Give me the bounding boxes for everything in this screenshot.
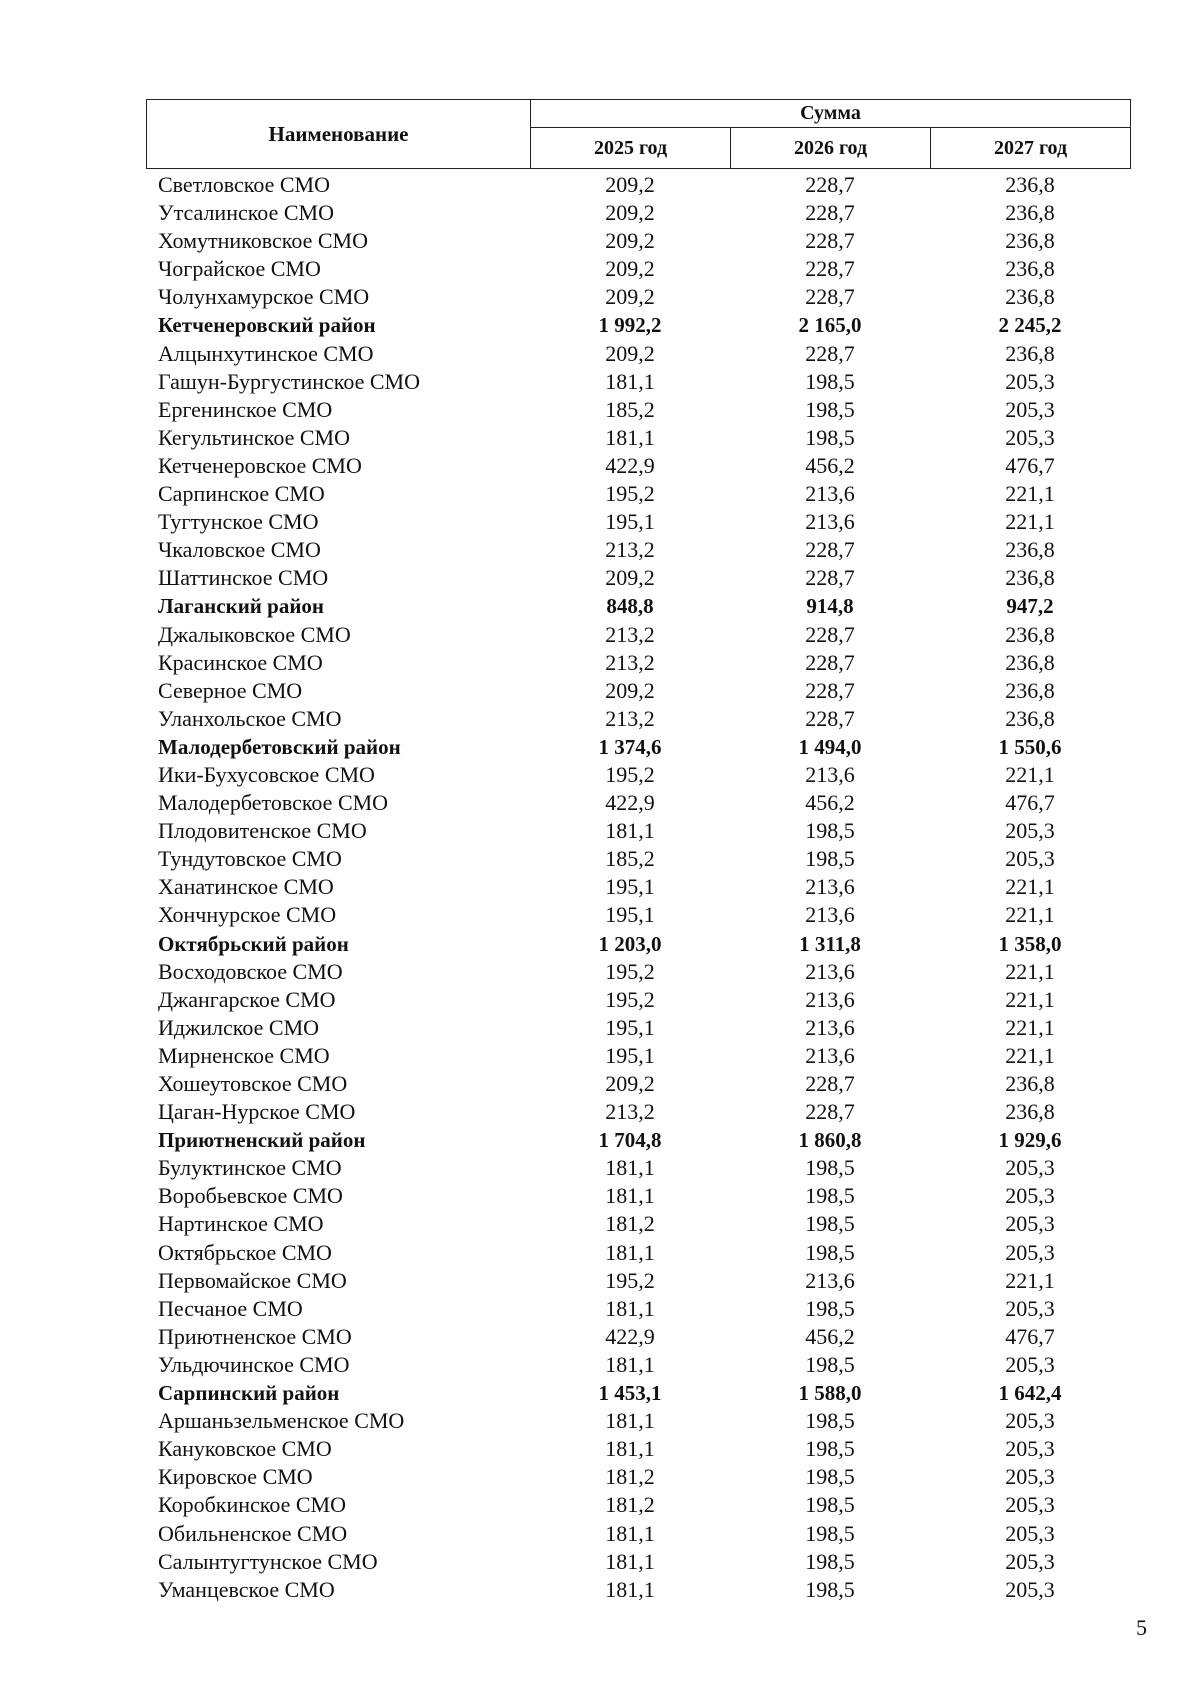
row-value-2026: 456,2	[805, 452, 855, 478]
table-row	[146, 1323, 1130, 1351]
table-row	[146, 958, 1130, 986]
row-value-2027: 236,8	[1005, 649, 1055, 675]
row-name: Кетченеровский район	[158, 313, 376, 338]
table-row-district	[146, 733, 1130, 761]
table-row	[146, 789, 1130, 817]
table-row	[146, 564, 1130, 592]
row-value-2027: 221,1	[1005, 761, 1055, 787]
table-row	[146, 1407, 1130, 1435]
row-value-2027: 205,3	[1005, 1211, 1055, 1237]
row-name: Воробьевское СМО	[158, 1183, 343, 1209]
row-value-2027: 221,1	[1005, 986, 1055, 1012]
row-value-2027: 205,3	[1005, 1239, 1055, 1265]
row-value-2025: 181,1	[605, 1576, 655, 1602]
row-value-2027: 221,1	[1005, 1267, 1055, 1293]
table-row	[146, 536, 1130, 564]
row-value-2025: 195,2	[605, 958, 655, 984]
row-value-2027: 205,3	[1005, 1492, 1055, 1518]
row-value-2026: 198,5	[805, 1351, 855, 1377]
row-value-2025: 185,2	[605, 846, 655, 872]
row-value-2026: 198,5	[805, 1295, 855, 1321]
row-value-2026: 456,2	[805, 1323, 855, 1349]
row-name: Гашун-Бургустинское СМО	[158, 368, 421, 394]
row-name: Хончнурское СМО	[158, 902, 337, 928]
table-row	[146, 677, 1130, 705]
row-value-2026: 228,7	[805, 565, 855, 591]
row-value-2025: 185,2	[605, 396, 655, 422]
row-value-2025: 209,2	[605, 1071, 655, 1096]
table-row	[146, 817, 1130, 845]
page-number: 5	[1136, 1615, 1147, 1640]
row-value-2025: 195,2	[605, 1267, 655, 1293]
row-name: Утсалинское СМО	[158, 200, 334, 226]
row-name: Светловское СМО	[158, 172, 330, 197]
row-name: Алцынхутинское СМО	[158, 340, 374, 366]
row-value-2026: 198,5	[805, 1576, 855, 1602]
row-value-2025: 1 203,0	[598, 931, 662, 956]
row-value-2027: 1 642,4	[998, 1381, 1062, 1406]
row-name: Уланхольское СМО	[158, 705, 342, 731]
row-value-2025: 195,2	[605, 481, 655, 507]
row-value-2026: 198,5	[805, 1155, 855, 1181]
row-value-2026: 228,7	[805, 1099, 855, 1125]
row-value-2025: 195,2	[605, 761, 655, 787]
row-value-2025: 181,2	[605, 1211, 655, 1237]
table-row	[146, 1463, 1130, 1491]
row-name: Цаган-Нурское СМО	[158, 1099, 356, 1125]
column-header-2025: 2025 год	[531, 128, 731, 169]
row-value-2026: 198,5	[805, 1464, 855, 1490]
table-row	[146, 1154, 1130, 1182]
table-row-district	[146, 1379, 1130, 1407]
table-row	[146, 255, 1130, 283]
row-value-2025: 181,1	[605, 1155, 655, 1181]
row-value-2027: 476,7	[1005, 452, 1055, 478]
table-row	[146, 705, 1130, 733]
row-name: Мирненское СМО	[158, 1042, 330, 1068]
row-value-2026: 198,5	[805, 396, 855, 422]
table-row	[146, 1351, 1130, 1379]
row-value-2026: 228,7	[805, 1071, 855, 1096]
row-name: Ики-Бухусовское СМО	[158, 761, 375, 787]
row-value-2027: 236,8	[1005, 565, 1055, 591]
row-name: Песчаное СМО	[158, 1295, 303, 1321]
row-value-2025: 181,2	[605, 1492, 655, 1518]
row-value-2025: 213,2	[605, 649, 655, 675]
row-value-2027: 205,3	[1005, 1183, 1055, 1209]
row-value-2025: 195,1	[605, 509, 655, 535]
row-name: Джалыковское СМО	[158, 621, 351, 647]
row-name: Ульдючинское СМО	[158, 1351, 350, 1377]
row-name: Кегультинское СМО	[158, 424, 350, 450]
table-header	[146, 99, 1131, 169]
table-row	[146, 508, 1130, 536]
row-value-2025: 181,1	[605, 368, 655, 394]
row-value-2025: 1 704,8	[598, 1128, 662, 1153]
row-value-2027: 205,3	[1005, 1548, 1055, 1574]
row-value-2026: 1 588,0	[798, 1381, 862, 1406]
row-name: Кетченеровское СМО	[158, 452, 362, 478]
row-value-2027: 221,1	[1005, 902, 1055, 928]
row-value-2027: 476,7	[1005, 790, 1055, 816]
table-row	[146, 1548, 1130, 1576]
row-name: Салынтугтунское СМО	[158, 1548, 378, 1574]
table-row	[146, 1491, 1130, 1519]
row-value-2025: 181,1	[605, 818, 655, 844]
row-value-2027: 1 929,6	[998, 1128, 1062, 1153]
row-name: Иджилское СМО	[158, 1014, 320, 1040]
row-value-2026: 228,7	[805, 340, 855, 366]
row-value-2026: 228,7	[805, 621, 855, 647]
row-value-2027: 236,8	[1005, 340, 1055, 366]
row-value-2027: 205,3	[1005, 1408, 1055, 1434]
row-value-2025: 209,2	[605, 565, 655, 591]
row-value-2027: 205,3	[1005, 1520, 1055, 1546]
row-value-2025: 209,2	[605, 677, 655, 703]
table-row-district	[146, 592, 1130, 620]
table-row-district	[146, 1126, 1130, 1154]
row-value-2025: 181,1	[605, 424, 655, 450]
row-value-2027: 205,3	[1005, 1576, 1055, 1602]
row-name: Малодербетовский район	[158, 734, 401, 759]
row-name: Хошеутовское СМО	[158, 1071, 348, 1096]
row-value-2026: 228,7	[805, 649, 855, 675]
row-value-2025: 213,2	[605, 1099, 655, 1125]
row-value-2027: 221,1	[1005, 1014, 1055, 1040]
row-value-2027: 205,3	[1005, 846, 1055, 872]
row-value-2027: 205,3	[1005, 818, 1055, 844]
row-value-2026: 228,7	[805, 537, 855, 563]
row-name: Чолунхамурское СМО	[158, 284, 370, 310]
row-value-2027: 205,3	[1005, 368, 1055, 394]
table-row	[146, 1182, 1130, 1210]
row-value-2025: 209,2	[605, 340, 655, 366]
row-value-2026: 198,5	[805, 1183, 855, 1209]
row-name: Джангарское СМО	[158, 986, 336, 1012]
row-value-2026: 1 494,0	[798, 734, 862, 759]
row-value-2027: 236,8	[1005, 228, 1055, 254]
row-name: Приютненский район	[158, 1128, 366, 1153]
table-row	[146, 873, 1130, 901]
row-value-2026: 228,7	[805, 677, 855, 703]
row-value-2027: 236,8	[1005, 621, 1055, 647]
table-row	[146, 649, 1130, 677]
row-value-2025: 181,2	[605, 1464, 655, 1490]
row-name: Приютненское СМО	[158, 1323, 352, 1349]
row-value-2025: 209,2	[605, 200, 655, 226]
row-value-2026: 213,6	[805, 902, 855, 928]
row-value-2025: 209,2	[605, 256, 655, 282]
table-row	[146, 986, 1130, 1014]
table-row	[146, 1576, 1130, 1604]
row-value-2025: 181,1	[605, 1239, 655, 1265]
row-name: Ханатинское СМО	[158, 874, 334, 900]
row-value-2027: 2 245,2	[998, 313, 1062, 338]
row-value-2027: 205,3	[1005, 1351, 1055, 1377]
row-value-2026: 228,7	[805, 172, 855, 197]
table-row	[146, 1014, 1130, 1042]
row-value-2025: 181,1	[605, 1520, 655, 1546]
row-name: Тундутовское СМО	[158, 846, 342, 872]
row-name: Октябрьский район	[158, 931, 349, 956]
row-value-2026: 198,5	[805, 1408, 855, 1434]
row-value-2026: 213,6	[805, 481, 855, 507]
row-value-2026: 198,5	[805, 846, 855, 872]
row-value-2025: 181,1	[605, 1408, 655, 1434]
row-value-2025: 213,2	[605, 621, 655, 647]
table-row	[146, 1239, 1130, 1267]
row-value-2025: 422,9	[605, 790, 655, 816]
table-row	[146, 283, 1130, 311]
table-row	[146, 1042, 1130, 1070]
row-value-2027: 205,3	[1005, 1436, 1055, 1462]
row-value-2026: 228,7	[805, 200, 855, 226]
row-name: Шаттинское СМО	[158, 565, 329, 591]
row-value-2025: 213,2	[605, 537, 655, 563]
table-row	[146, 1295, 1130, 1323]
row-value-2027: 221,1	[1005, 874, 1055, 900]
row-value-2026: 1 311,8	[799, 931, 861, 956]
row-value-2026: 213,6	[805, 1042, 855, 1068]
row-value-2026: 213,6	[805, 509, 855, 535]
row-value-2026: 914,8	[806, 594, 854, 619]
row-value-2027: 205,3	[1005, 424, 1055, 450]
table-row	[146, 1435, 1130, 1463]
row-value-2026: 198,5	[805, 818, 855, 844]
row-name: Красинское СМО	[158, 649, 323, 675]
table-row	[146, 761, 1130, 789]
row-value-2025: 181,1	[605, 1548, 655, 1574]
row-value-2027: 205,3	[1005, 396, 1055, 422]
row-value-2025: 1 992,2	[598, 313, 662, 338]
row-name: Коробкинское СМО	[158, 1492, 346, 1518]
row-value-2025: 209,2	[605, 284, 655, 310]
row-value-2025: 181,1	[605, 1436, 655, 1462]
row-value-2025: 195,2	[605, 986, 655, 1012]
row-name: Ергенинское СМО	[158, 396, 333, 422]
row-value-2027: 221,1	[1005, 481, 1055, 507]
table-row	[146, 199, 1130, 227]
row-value-2026: 1 860,8	[798, 1128, 862, 1153]
row-value-2026: 213,6	[805, 761, 855, 787]
row-value-2027: 1 550,6	[998, 734, 1062, 759]
row-value-2025: 1 374,6	[598, 734, 662, 759]
row-name: Лаганский район	[158, 594, 325, 619]
row-value-2025: 181,1	[605, 1295, 655, 1321]
row-value-2025: 422,9	[605, 1323, 655, 1349]
row-value-2027: 236,8	[1005, 1071, 1055, 1096]
row-name: Плодовитенское СМО	[158, 818, 367, 844]
row-value-2026: 2 165,0	[798, 313, 862, 338]
table-row	[146, 845, 1130, 873]
row-value-2027: 947,2	[1006, 594, 1054, 619]
row-value-2026: 213,6	[805, 1267, 855, 1293]
row-value-2026: 213,6	[805, 1014, 855, 1040]
row-value-2027: 236,8	[1005, 537, 1055, 563]
row-value-2027: 236,8	[1005, 200, 1055, 226]
table-row	[146, 480, 1130, 508]
table-row-district	[146, 930, 1130, 958]
table-row	[146, 1070, 1130, 1098]
table-row	[146, 368, 1130, 396]
column-header-2027: 2027 год	[931, 128, 1131, 169]
row-name: Нартинское СМО	[158, 1211, 324, 1237]
row-value-2026: 456,2	[805, 790, 855, 816]
row-name: Октябрьское СМО	[158, 1239, 332, 1265]
row-value-2026: 198,5	[805, 1492, 855, 1518]
row-name: Булуктинское СМО	[158, 1155, 342, 1181]
table-row	[146, 1267, 1130, 1295]
row-value-2026: 228,7	[805, 705, 855, 731]
row-value-2027: 236,8	[1005, 677, 1055, 703]
row-value-2026: 198,5	[805, 1436, 855, 1462]
row-value-2026: 198,5	[805, 1239, 855, 1265]
table-row	[146, 424, 1130, 452]
row-name: Кировское СМО	[158, 1464, 313, 1490]
row-value-2026: 213,6	[805, 958, 855, 984]
row-value-2027: 236,8	[1005, 172, 1055, 197]
table-body	[146, 171, 1130, 1604]
row-value-2025: 848,8	[606, 594, 654, 619]
row-value-2026: 228,7	[805, 284, 855, 310]
row-value-2027: 476,7	[1005, 1323, 1055, 1349]
row-name: Первомайское СМО	[158, 1267, 347, 1293]
table-row	[146, 1520, 1130, 1548]
row-value-2025: 195,1	[605, 1014, 655, 1040]
column-header-sum: Сумма	[531, 100, 1131, 128]
row-name: Сарпинский район	[158, 1381, 340, 1406]
row-value-2025: 209,2	[605, 172, 655, 197]
row-value-2026: 198,5	[805, 1520, 855, 1546]
table-row	[146, 227, 1130, 255]
row-name: Аршаньзельменское СМО	[158, 1408, 405, 1434]
row-value-2026: 213,6	[805, 986, 855, 1012]
table-row	[146, 1098, 1130, 1126]
row-value-2025: 422,9	[605, 452, 655, 478]
row-value-2025: 195,1	[605, 874, 655, 900]
row-name: Чограйское СМО	[158, 256, 321, 282]
column-header-name: Наименование	[147, 100, 531, 169]
row-value-2027: 236,8	[1005, 1099, 1055, 1125]
row-value-2025: 1 453,1	[598, 1381, 662, 1406]
row-value-2027: 221,1	[1005, 1042, 1055, 1068]
row-name: Чкаловское СМО	[158, 537, 321, 563]
row-name: Уманцевское СМО	[158, 1576, 335, 1602]
table-row	[146, 621, 1130, 649]
row-value-2025: 181,1	[605, 1183, 655, 1209]
row-value-2026: 198,5	[805, 368, 855, 394]
row-name: Кануковское СМО	[158, 1436, 332, 1462]
row-value-2026: 198,5	[805, 424, 855, 450]
row-name: Хомутниковское СМО	[158, 228, 368, 254]
row-value-2027: 205,3	[1005, 1155, 1055, 1181]
row-value-2027: 205,3	[1005, 1295, 1055, 1321]
row-value-2027: 205,3	[1005, 1464, 1055, 1490]
table-row	[146, 452, 1130, 480]
row-value-2027: 1 358,0	[998, 931, 1062, 956]
row-value-2025: 181,1	[605, 1351, 655, 1377]
row-name: Тугтунское СМО	[158, 509, 319, 535]
row-name: Сарпинское СМО	[158, 481, 325, 507]
row-value-2025: 213,2	[605, 705, 655, 731]
row-name: Северное СМО	[158, 677, 303, 703]
row-value-2027: 221,1	[1005, 958, 1055, 984]
row-value-2026: 198,5	[805, 1211, 855, 1237]
row-value-2027: 236,8	[1005, 284, 1055, 310]
row-value-2026: 228,7	[805, 256, 855, 282]
row-value-2026: 228,7	[805, 228, 855, 254]
row-name: Восходовское СМО	[158, 958, 343, 984]
row-value-2026: 198,5	[805, 1548, 855, 1574]
row-name: Обильненское СМО	[158, 1520, 348, 1546]
table-row	[146, 171, 1130, 199]
table-row	[146, 396, 1130, 424]
row-value-2027: 221,1	[1005, 509, 1055, 535]
table-row	[146, 1210, 1130, 1238]
row-value-2027: 236,8	[1005, 256, 1055, 282]
table-row	[146, 340, 1130, 368]
row-value-2025: 209,2	[605, 228, 655, 254]
table-row	[146, 901, 1130, 929]
row-name: Малодербетовское СМО	[158, 790, 389, 816]
row-value-2027: 236,8	[1005, 705, 1055, 731]
row-value-2025: 195,1	[605, 902, 655, 928]
table-row-district	[146, 311, 1130, 339]
row-value-2025: 195,1	[605, 1042, 655, 1068]
column-header-2026: 2026 год	[731, 128, 931, 169]
row-value-2026: 213,6	[805, 874, 855, 900]
